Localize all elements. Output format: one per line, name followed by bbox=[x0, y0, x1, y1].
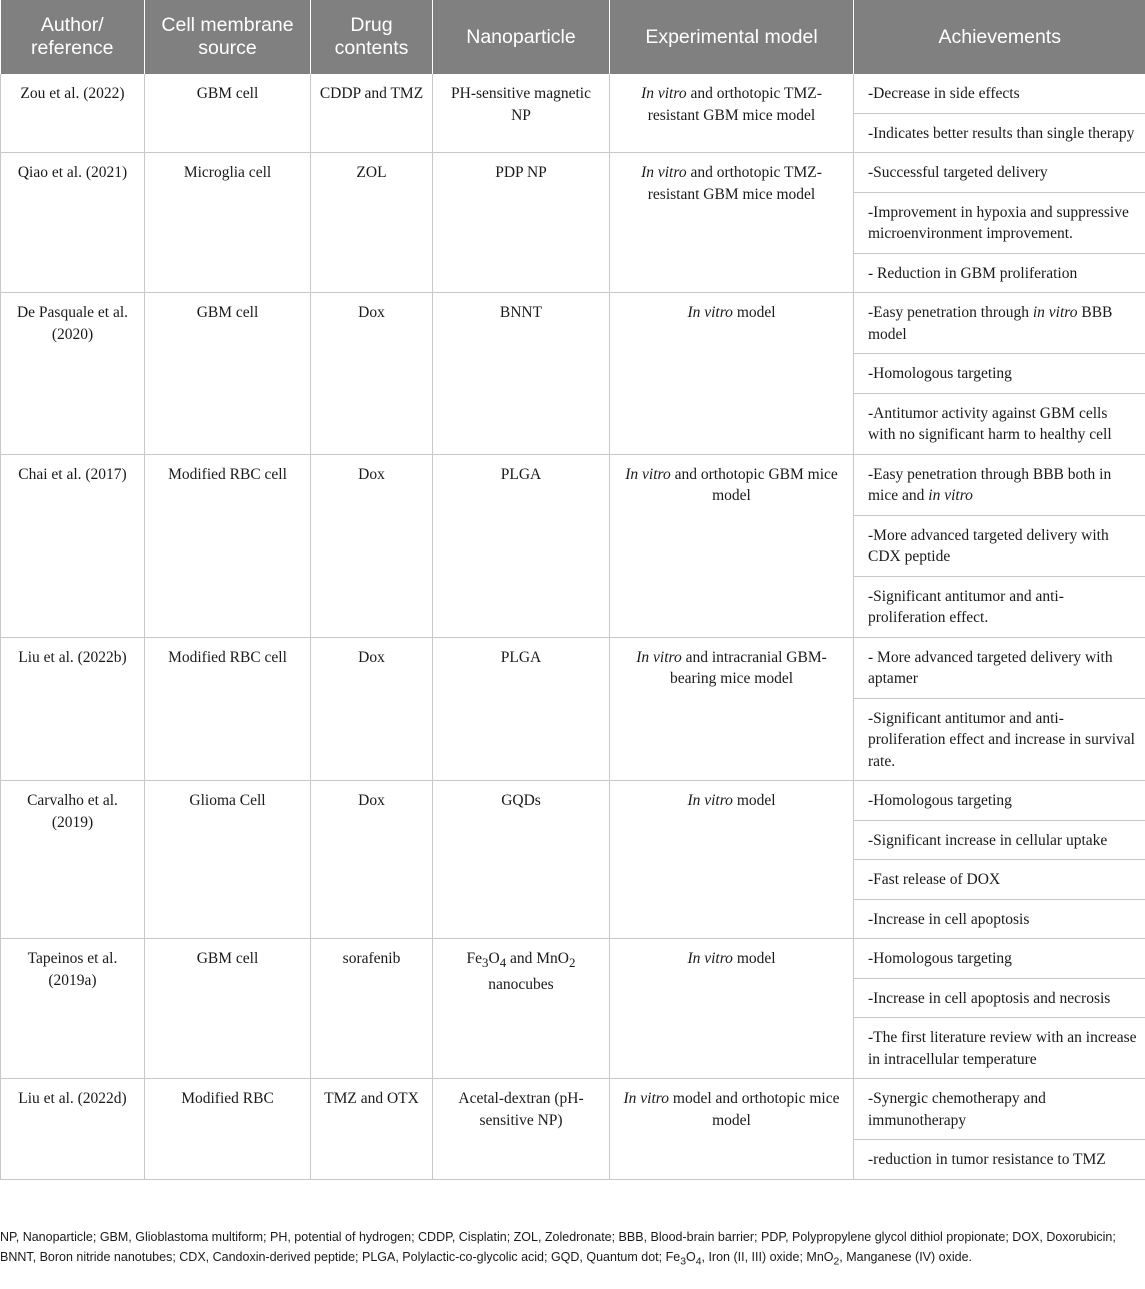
table-row bbox=[1, 637, 1145, 781]
model-text: model bbox=[732, 304, 776, 321]
achievement-item: -Easy penetration through in vitro BBB model bbox=[854, 293, 1145, 354]
experimental-model-cell bbox=[610, 293, 854, 455]
drug-contents-cell: Dox bbox=[311, 637, 433, 781]
experimental-model-cell bbox=[610, 637, 854, 781]
model-text: model and orthotopic mice model bbox=[669, 1090, 840, 1129]
header-drug-contents: Drug contents bbox=[311, 0, 433, 74]
achievement-item: -Homologous targeting bbox=[854, 781, 1145, 821]
achievements-cell bbox=[854, 293, 1145, 455]
achievements-cell bbox=[854, 939, 1145, 1079]
table-body bbox=[1, 74, 1145, 1179]
header-experimental-model: Experimental model bbox=[610, 0, 854, 74]
achievement-item: -Homologous targeting bbox=[854, 939, 1145, 979]
membrane-source-cell: GBM cell bbox=[145, 74, 311, 153]
drug-contents-cell: Dox bbox=[311, 293, 433, 455]
experimental-model-cell bbox=[610, 153, 854, 293]
membrane-source-cell: Microglia cell bbox=[145, 153, 311, 293]
footnote: NP, Nanoparticle; GBM, Glioblastoma multiform; PH, potential of hydrogen; CDDP, Cisplatin; ZOL, Zoledronate; BBB, Blood-brain barrier; PDP, Polypropylene glycol dithiol propionate; DOX, Doxorubicin; BNNT, Boron nitride nanotubes; CDX, Candoxin-derived peptide; PLGA, Polylactic-co-glycolic acid; GQD, Quantum dot; $Fe_3O_4$, Iron (II, III) oxide; MnO$_2$, Manganese (IV) oxide. bbox=[0, 1230, 1116, 1268]
author-cell: Zou et al. (2022) bbox=[1, 74, 145, 153]
achievement-item: -Increase in cell apoptosis bbox=[868, 910, 1030, 928]
achievement-item: -The first literature review with an increase in intracellular temperature bbox=[868, 1029, 1137, 1068]
achievement-item: - Reduction in GBM proliferation bbox=[868, 264, 1078, 282]
nanoparticle-cell: $Fe_3O_4$ and MnO$_2$ nanocubes bbox=[433, 939, 610, 1079]
table-row bbox=[1, 781, 1145, 939]
membrane-source-cell: Modified RBC cell bbox=[145, 637, 311, 781]
table-row bbox=[1, 1079, 1145, 1180]
author-cell: Tapeinos et al. (2019a) bbox=[1, 939, 145, 1079]
author-cell: Qiao et al. (2021) bbox=[1, 153, 145, 293]
membrane-source-cell: Glioma Cell bbox=[145, 781, 311, 939]
model-text: and intracranial GBM-bearing mice model bbox=[669, 648, 827, 687]
achievement-item: -Increase in cell apoptosis and necrosis bbox=[854, 979, 1145, 1019]
achievements-cell bbox=[854, 454, 1145, 637]
achievements-cell bbox=[854, 781, 1145, 939]
drug-contents-cell: TMZ and OTX bbox=[311, 1079, 433, 1180]
achievement-item: -Improvement in hypoxia and suppressive microenvironment improvement. bbox=[854, 193, 1145, 254]
achievement-item: -Antitumor activity against GBM cells with no significant harm to healthy cell bbox=[868, 404, 1112, 443]
nanoparticle-cell: PLGA bbox=[433, 637, 610, 781]
author-cell: Carvalho et al. (2019) bbox=[1, 781, 145, 939]
achievement-item: -Successful targeted delivery bbox=[854, 153, 1145, 193]
nanoparticle-cell: GQDs bbox=[433, 781, 610, 939]
drug-contents-cell: ZOL bbox=[311, 153, 433, 293]
achievement-item: -Homologous targeting bbox=[854, 354, 1145, 394]
model-italic-text: In vitro bbox=[636, 648, 682, 666]
model-text: and orthotopic TMZ-resistant GBM mice model bbox=[647, 85, 822, 124]
achievements-cell bbox=[854, 74, 1145, 153]
model-italic-text: In vitro bbox=[687, 792, 733, 809]
header-nanoparticle: Nanoparticle bbox=[433, 0, 610, 74]
header-cell-membrane-source: Cell membrane source bbox=[145, 0, 311, 74]
model-italic-text: In vitro bbox=[687, 304, 733, 321]
drug-contents-cell: CDDP and TMZ bbox=[311, 74, 433, 153]
author-cell: Liu et al. (2022d) bbox=[1, 1079, 145, 1180]
nanoparticle-cell: PH-sensitive magnetic NP bbox=[433, 74, 610, 153]
drug-contents-cell: sorafenib bbox=[311, 939, 433, 1079]
author-cell: Chai et al. (2017) bbox=[1, 454, 145, 637]
table-row bbox=[1, 939, 1145, 1079]
achievement-item: -Indicates better results than single therapy bbox=[868, 124, 1135, 142]
experimental-model-cell bbox=[610, 1079, 854, 1180]
membrane-source-cell: Modified RBC bbox=[145, 1079, 311, 1180]
achievement-item: - More advanced targeted delivery with aptamer bbox=[854, 638, 1145, 699]
drug-contents-cell: Dox bbox=[311, 454, 433, 637]
author-cell: Liu et al. (2022b) bbox=[1, 637, 145, 781]
nanoparticle-cell: Acetal-dextran (pH-sensitive NP) bbox=[433, 1079, 610, 1180]
achievements-cell bbox=[854, 637, 1145, 781]
model-text: and orthotopic TMZ-resistant GBM mice model bbox=[647, 164, 822, 203]
membrane-source-cell: GBM cell bbox=[145, 293, 311, 455]
model-text: model bbox=[732, 950, 776, 967]
achievement-item: -More advanced targeted delivery with CDX peptide bbox=[854, 516, 1145, 577]
membrane-source-cell: GBM cell bbox=[145, 939, 311, 1079]
table-row bbox=[1, 74, 1145, 153]
model-italic-text: In vitro bbox=[641, 164, 687, 181]
model-italic-text: In vitro bbox=[623, 1090, 670, 1107]
table-row bbox=[1, 153, 1145, 293]
achievement-item: -Significant antitumor and anti-proliferation effect and increase in survival rate. bbox=[868, 709, 1135, 770]
nanoparticle-cell: BNNT bbox=[433, 293, 610, 455]
header-row bbox=[1, 0, 1145, 74]
table-row bbox=[1, 454, 1145, 637]
achievement-item: -Significant antitumor and anti-proliferation effect. bbox=[868, 587, 1064, 626]
achievement-item: -Significant increase in cellular uptake bbox=[854, 821, 1145, 861]
header-author: Author/ reference bbox=[1, 0, 145, 74]
author-cell: De Pasquale et al. (2020) bbox=[1, 293, 145, 455]
experimental-model-cell bbox=[610, 74, 854, 153]
achievements-cell bbox=[854, 1079, 1145, 1180]
model-text: and orthotopic GBM mice model bbox=[670, 465, 838, 504]
header-achievements: Achievements bbox=[854, 0, 1145, 74]
achievement-item: -Fast release of DOX bbox=[854, 860, 1145, 900]
model-text: model bbox=[732, 792, 776, 809]
drug-contents-cell: Dox bbox=[311, 781, 433, 939]
achievement-item: -reduction in tumor resistance to TMZ bbox=[868, 1151, 1106, 1168]
table-row bbox=[1, 293, 1145, 455]
model-italic-text: In vitro bbox=[641, 85, 687, 102]
experimental-model-cell bbox=[610, 939, 854, 1079]
achievement-item: -Easy penetration through BBB both in mice and in vitro bbox=[854, 455, 1145, 516]
achievement-item: -Decrease in side effects bbox=[854, 74, 1145, 114]
achievements-cell bbox=[854, 153, 1145, 293]
experimental-model-cell bbox=[610, 454, 854, 637]
nanoparticle-cell: PDP NP bbox=[433, 153, 610, 293]
experimental-model-cell bbox=[610, 781, 854, 939]
nanoparticle-cell: PLGA bbox=[433, 454, 610, 637]
membrane-source-cell: Modified RBC cell bbox=[145, 454, 311, 637]
model-italic-text: In vitro bbox=[625, 465, 671, 483]
achievement-item: -Synergic chemotherapy and immunotherapy bbox=[854, 1079, 1145, 1140]
model-italic-text: In vitro bbox=[687, 950, 733, 967]
